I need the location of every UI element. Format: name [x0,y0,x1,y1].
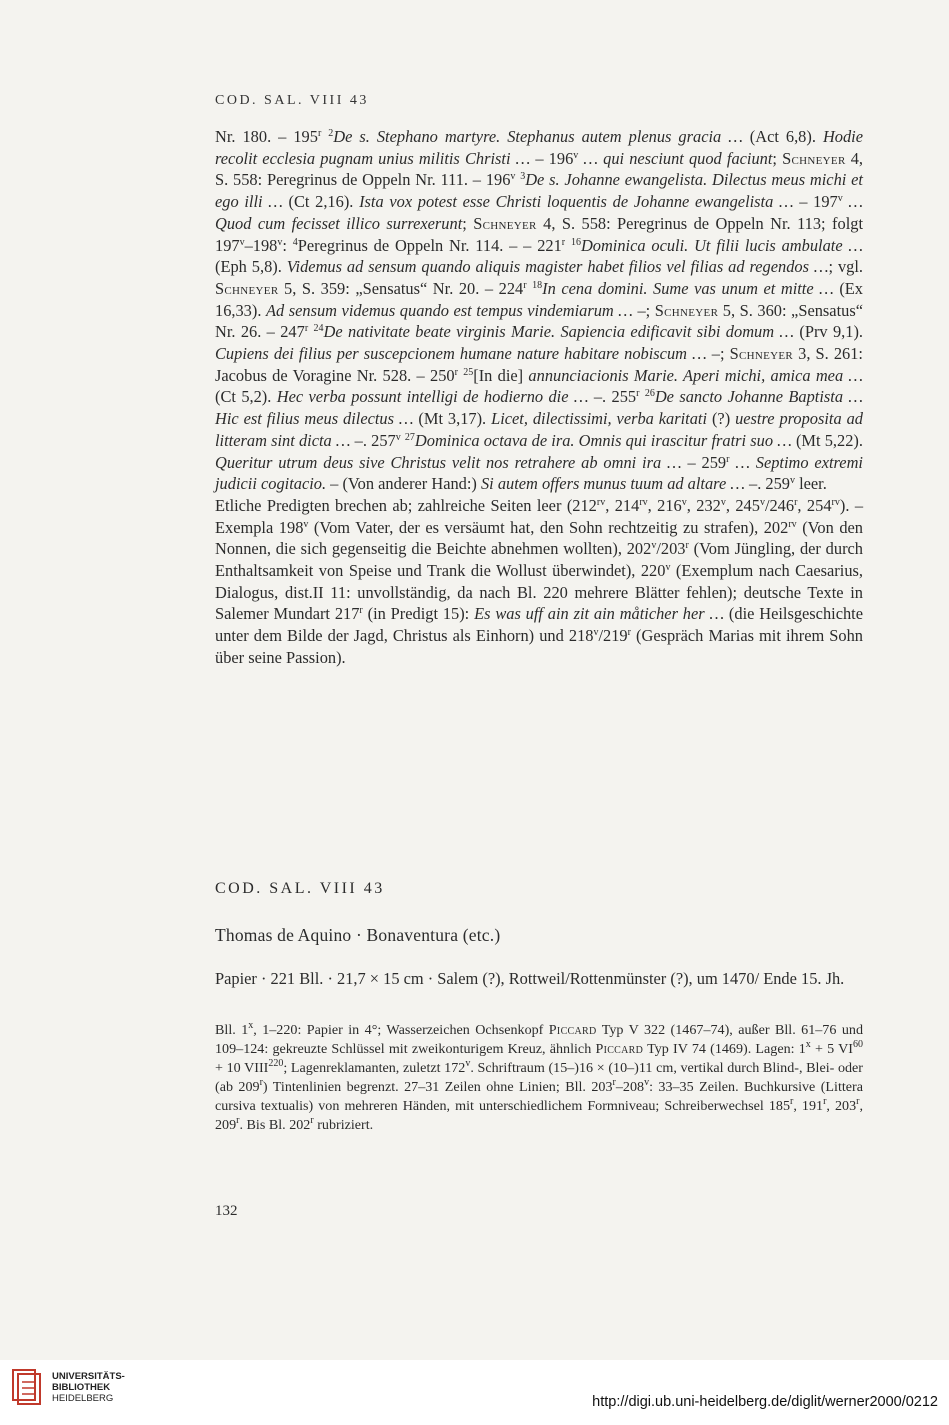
physical-description: Papier · 221 Bll. · 21,7 × 15 cm · Salem (?), Rottweil/Rottenmünster (?), um 1470/ Ende 15. Jh. [215,969,845,988]
university-library-logo-icon [10,1360,46,1408]
institution-line-1: UNIVERSITÄTS- [52,1371,125,1382]
entry-continued-text [215,126,863,669]
page-number: 132 [215,1203,238,1219]
entry-paragraph-1: Nr. 180. – 195$^r$ $^2$De s. Stephano martyre. Stephanus autem plenus gracia … (Act 6,8). Hodie recolit ecclesia pugnam unius militis Christi … – 196$^v$ … qui nesciunt quod faciunt; Schneyer 4, S. 558: Peregrinus de Oppeln Nr. 111. – 196$^v$ $^3$De s. Johanne ewangelista. Dilectus meus michi et ego illi … (Ct 2,16). Ista vox potest esse Christi loquentis de Johanne ewangelista … – 197$^v$ … Quod cum fecisset illico surrexerunt; Schneyer 4, S. 558: Peregrinus de Oppeln Nr. 113; folgt 197$^v$–198$^v$: $^4$Peregrinus de Oppeln Nr. 114. – – 221$^r$ $^{16}$Dominica oculi. Ut filii lucis ambulate … (Eph 5,8). Videmus ad sensum quando aliquis magister habet filios vel filias ad regendos …; vgl. Schneyer 5, S. 359: „Sensatus“ Nr. 20. – 224$^r$ $^{18}$In cena domini. Sume vas unum et mitte … (Ex 16,33). Ad sensum videmus quando est tempus vindemiarum … –; Schneyer 5, S. 360: „Sensatus“ Nr. 26. – 247$^r$ $^{24}$De nativitate beate virginis Marie. Sapiencia edificavit sibi domum … (Prv 9,1). Cupiens dei filius per suscepcionem humane nature habitare nobiscum … –; Schneyer 3, S. 261: Jacobus de Voragine Nr. 528. – 250$^r$ $^{25}$[In die] annunciacionis Marie. Aperi michi, amica mea … (Ct 5,2). Hec verba possunt intelligi de hodierno die … –. 255$^r$ $^{26}$De sancto Johanne Baptista … Hic est filius meus dilectus … (Mt 3,17). Licet, dilectissimi, verba karitati (?) uestre proposita ad litteram sint dicta … –. 257$^v$ $^{27}$Dominica octava de ira. Omnis qui irascitur fratri suo … (Mt 5,22). Queritur utrum deus sive Christus velit nos retrahere ab omni ira … – 259$^r$ … Septimo extremi judicii cogitacio. – (Von anderer Hand:) Si autem offers munus tuum ad altare … –. 259$^v$ leer. [215,127,864,494]
entry-paragraph-2: Etliche Predigten brechen ab; zahlreiche Seiten leer ($212^{rv}$, $214^{rv}$, 216$^v$, 232$^v$, 245$^v$/246$^r$, $254^{rv}$). – Exempla 198$^v$ (Vom Vater, der es versäumt hat, den Sohn rechtzeitig zu strafen), $202^{rv}$ (Von den Nonnen, die sich gegenseitig die Beichte abnehmen wollten), 202$^v$/203$^r$ (Vom Jüngling, der durch Enthaltsamkeit von Speise und Trank die Wollust überwindet), 220$^v$ (Exemplum nach Caesarius, Dialogus, dist.II 11: unvollständig, da nach Bl. 220 mehrere Blätter fehlen); deutsche Texte in Salemer Mundart 217$^r$ (in Predigt 15): Es was uff ain zit ain måticher her … (die Heilsgeschichte unter dem Bilde der Jagd, Christus als Einhorn) und 218$^v$/219$^r$ (Gespräch Marias mit ihrem Sohn über seine Passion). [215,495,864,667]
permalink-url[interactable]: http://digi.ub.uni-heidelberg.de/diglit/werner2000/0212 [592,1394,938,1410]
institution-line-2: BIBLIOTHEK [52,1382,111,1393]
institution-line-3: HEIDELBERG [52,1393,114,1404]
entry-title: Thomas de Aquino · Bonaventura (etc.) [215,925,501,945]
shelfmark-heading: COD. SAL. VIII 43 [215,880,385,897]
institution-name [52,1371,125,1404]
running-head: COD. SAL. VIII 43 [215,93,369,108]
footer-bar [0,1360,949,1425]
codicology-description: Bll. 1$^x$, 1–220: Papier in 4°; Wasserzeichen Ochsenkopf Piccard Typ V 322 (1467–74), außer Bll. 61–76 und 109–124: gekreuzte Schlüssel mit zweikonturigem Kreuz, ähnlich Piccard Typ IV 74 (1469). Lagen: $1^x + 5$ $VI^{60} + 10$ VIII$^{220}$; Lagenreklamanten, zuletzt 172$^v$. Schriftraum (15–)16 × (10–)11 cm, vertikal durch Blind-, Blei- oder (ab 209$^r$) Tintenlinien begrenzt. 27–31 Zeilen ohne Linien; Bll. 203$^r$–208$^v$: 33–35 Zeilen. Buchkursive (Littera cursiva textualis) von mehreren Händen, mit unterschiedlichem Formniveau; Schreiberwechsel 185$^r$, 191$^r$, 203$^r$, 209$^r$. Bis Bl. 202$^r$ rubriziert. [215,1020,864,1133]
